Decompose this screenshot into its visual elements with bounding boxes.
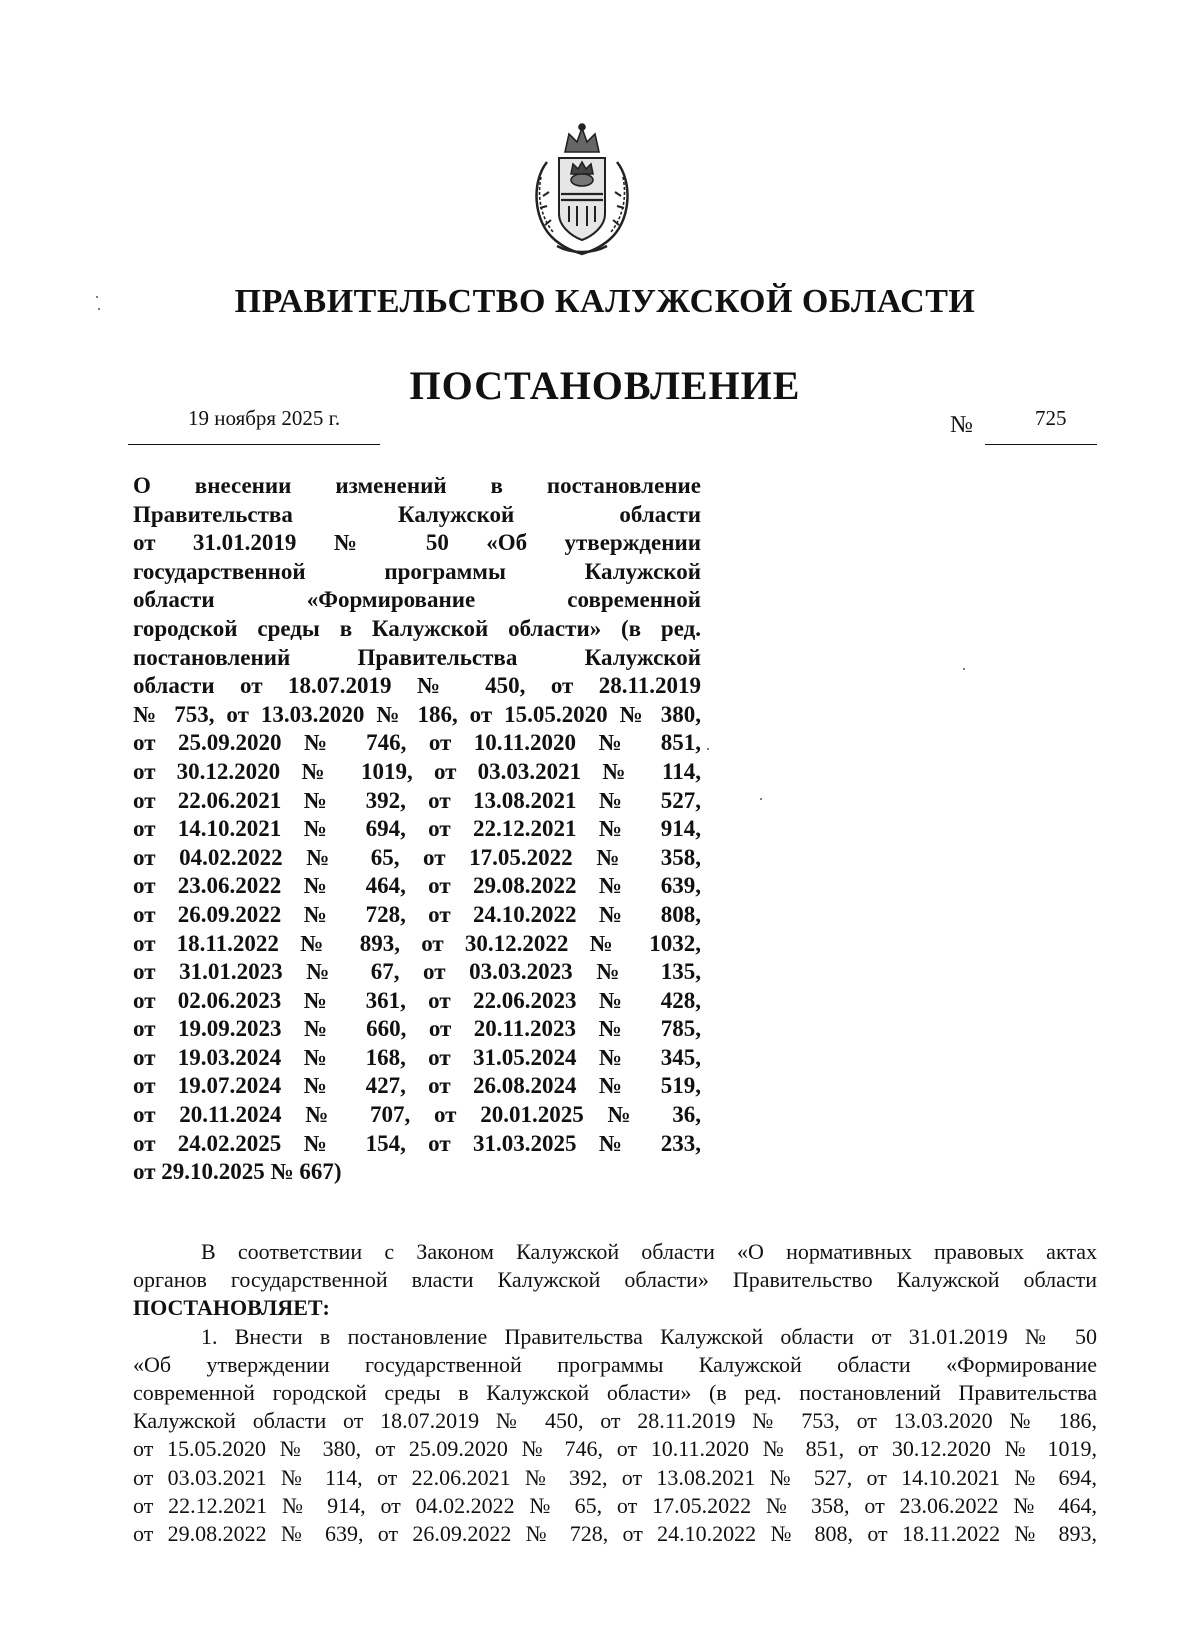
clause-line: от 15.05.2020 № 380, от 25.09.2020 № 746, от 10.11.2020 № 851, от 30.12.2020 № 1019, <box>133 1436 1097 1462</box>
number-line <box>985 406 1097 445</box>
document-number: 725 <box>1035 406 1067 430</box>
scan-speck <box>98 308 100 310</box>
subject-line: О внесении изменений в постановление <box>133 473 701 498</box>
subject-line: Правительства Калужской области <box>133 501 701 527</box>
subject-line: от 31.01.2019 № 50 «Об утверждении <box>133 530 701 556</box>
scan-speck <box>963 668 965 670</box>
subject-line: № 753, от 13.03.2020 № 186, от 15.05.2020 № 380, <box>133 701 701 727</box>
subject-line: от 22.06.2021 № 392, от 13.08.2021 № 527, <box>133 787 701 813</box>
subject-line: от 14.10.2021 № 694, от 22.12.2021 № 914, <box>133 816 701 842</box>
subject-line: области «Формирование современной <box>133 587 701 613</box>
clause-line: современной городской среды в Калужской области» (в ред. постановлений Правительства <box>133 1379 1097 1405</box>
subject-line: городской среды в Калужской области» (в ред. <box>133 615 701 641</box>
number-label: № <box>950 412 973 438</box>
preamble-line: органов государственной власти Калужской области» Правительство Калужской области <box>133 1267 1097 1293</box>
subject-line: от 19.07.2024 № 427, от 26.08.2024 № 519, <box>133 1073 701 1099</box>
subject-line: от 26.09.2022 № 728, от 24.10.2022 № 808, <box>133 901 701 927</box>
subject-line: от 29.10.2025 № 667) <box>133 1159 342 1185</box>
scan-speck <box>760 798 762 800</box>
subject-line: от 30.12.2020 № 1019, от 03.03.2021 № 114, <box>133 758 701 784</box>
preamble-line: В соответствии с Законом Калужской области «О нормативных правовых актах <box>201 1239 1097 1264</box>
subject-line: от 23.06.2022 № 464, от 29.08.2022 № 639, <box>133 873 701 899</box>
subject-line: постановлений Правительства Калужской <box>133 644 701 670</box>
subject-line: от 31.01.2023 № 67, от 03.03.2023 № 135, <box>133 959 701 985</box>
subject-line: от 02.06.2023 № 361, от 22.06.2023 № 428, <box>133 987 701 1013</box>
subject-line: от 24.02.2025 № 154, от 31.03.2025 № 233, <box>133 1130 701 1156</box>
clause-line: «Об утверждении государственной программы Калужской области «Формирование <box>133 1351 1097 1377</box>
date-line <box>128 406 380 445</box>
clause-line: 1. Внести в постановление Правительства Калужской области от 31.01.2019 № 50 <box>201 1323 1097 1349</box>
coat-of-arms-emblem <box>527 122 637 257</box>
subject-line: области от 18.07.2019 № 450, от 28.11.2019 <box>133 673 701 699</box>
scan-speck <box>707 748 709 750</box>
scan-speck <box>96 296 98 298</box>
subject-line: от 04.02.2022 № 65, от 17.05.2022 № 358, <box>133 844 701 870</box>
clause-line: от 29.08.2022 № 639, от 26.09.2022 № 728, от 24.10.2022 № 808, от 18.11.2022 № 893, <box>133 1520 1097 1546</box>
clause-line: Калужской области от 18.07.2019 № 450, от 28.11.2019 № 753, от 13.03.2020 № 186, <box>133 1408 1097 1434</box>
resolves-keyword: ПОСТАНОВЛЯЕТ: <box>133 1295 330 1321</box>
document-body <box>133 1238 1097 1548</box>
document-date: 19 ноября 2025 г. <box>188 406 341 430</box>
subject-line: от 18.11.2022 № 893, от 30.12.2022 № 1032, <box>133 930 701 956</box>
subject-line: от 19.09.2023 № 660, от 20.11.2023 № 785, <box>133 1016 701 1042</box>
government-name: ПРАВИТЕЛЬСТВО КАЛУЖСКОЙ ОБЛАСТИ <box>234 283 976 320</box>
document-subject <box>133 472 701 1187</box>
clause-line: от 22.12.2021 № 914, от 04.02.2022 № 65, от 17.05.2022 № 358, от 23.06.2022 № 464, <box>133 1492 1097 1518</box>
subject-line: государственной программы Калужской <box>133 558 701 584</box>
clause-line: от 03.03.2021 № 114, от 22.06.2021 № 392, от 13.08.2021 № 527, от 14.10.2021 № 694, <box>133 1464 1097 1490</box>
subject-line: от 20.11.2024 № 707, от 20.01.2025 № 36, <box>133 1102 701 1128</box>
document-type-title: ПОСТАНОВЛЕНИЕ <box>409 363 801 408</box>
subject-line: от 25.09.2020 № 746, от 10.11.2020 № 851, <box>133 730 701 756</box>
subject-line: от 19.03.2024 № 168, от 31.05.2024 № 345, <box>133 1044 701 1070</box>
